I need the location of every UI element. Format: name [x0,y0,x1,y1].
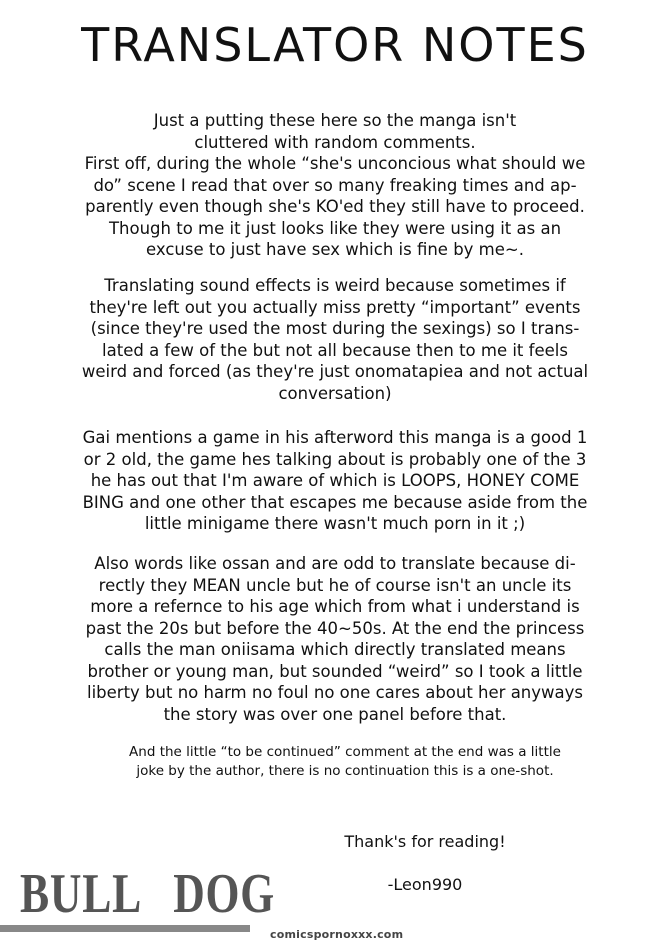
text-line: do” scene I read that over so many freaking times and ap- [93,175,577,195]
watermark: comicspornoxxx.com [270,928,404,941]
text-line: the story was over one panel before that. [163,704,507,724]
text-line: And the little “to be continued” comment at the end was a little [129,744,561,760]
text-line: little minigame there wasn't much porn in it ;) [144,514,526,533]
text-line: brother or young man, but sounded “weird” so I took a little [87,661,583,681]
text-line: excuse to just have sex which is fine by me~. [146,240,524,259]
text-line: calls the man oniisama which directly translated means [104,640,566,659]
thanks-text: Thank's for reading! [344,832,506,851]
text-line: more a refernce to his age which from what i understand is [90,597,580,616]
text-line: First off, during the whole “she's unconcious what should we [84,154,586,173]
text-line: they're left out you actually miss pretty “important” events [89,297,581,317]
text-line: (since they're used the most during the sexings) so I trans- [90,319,580,338]
footnote [60,743,630,781]
text-line: or 2 old, the game hes talking about is probably one of the 3 [83,449,587,469]
text-line: he has out that I'm aware of which is LOOPS, HONEY COME [90,471,580,490]
text-line: past the 20s but before the 40~50s. At the end the princess [85,618,585,638]
text-line: Translating sound effects is weird because sometimes if [104,276,566,295]
text-line: Also words like ossan and are odd to translate because di- [94,554,576,573]
text-line: Gai mentions a game in his afterword this manga is a good 1 [82,428,588,447]
paragraph-intro [20,110,650,261]
text-line: liberty but no harm no foul no one cares about her anyways [87,683,583,702]
bulldog-logo: BULL DOG [20,863,276,925]
text-line: joke by the author, there is no continuation this is a one-shot. [136,763,554,779]
text-line: Just a putting these here so the manga isn't [153,111,517,130]
text-line: BING and one other that escapes me because aside from the [82,492,588,512]
paragraph-sound-effects [20,275,650,404]
text-line: weird and forced (as they're just onomatapiea and not actual [81,362,589,381]
page-title: TRANSLATOR NOTES [81,18,589,72]
text-line: Though to me it just looks like they were using it as an [108,218,562,238]
text-line: lated a few of the but not all because then to me it feels [102,340,568,360]
text-line: conversation) [278,383,392,403]
text-line: cluttered with random comments. [194,132,476,152]
paragraph-words [20,553,650,725]
paragraph-game [20,427,650,535]
logo-underline [0,925,250,932]
text-line: parently even though she's KO'ed they still have to proceed. [85,197,585,216]
signature: -Leon990 [387,875,463,894]
text-line: rectly they MEAN uncle but he of course isn't an uncle its [98,575,572,595]
